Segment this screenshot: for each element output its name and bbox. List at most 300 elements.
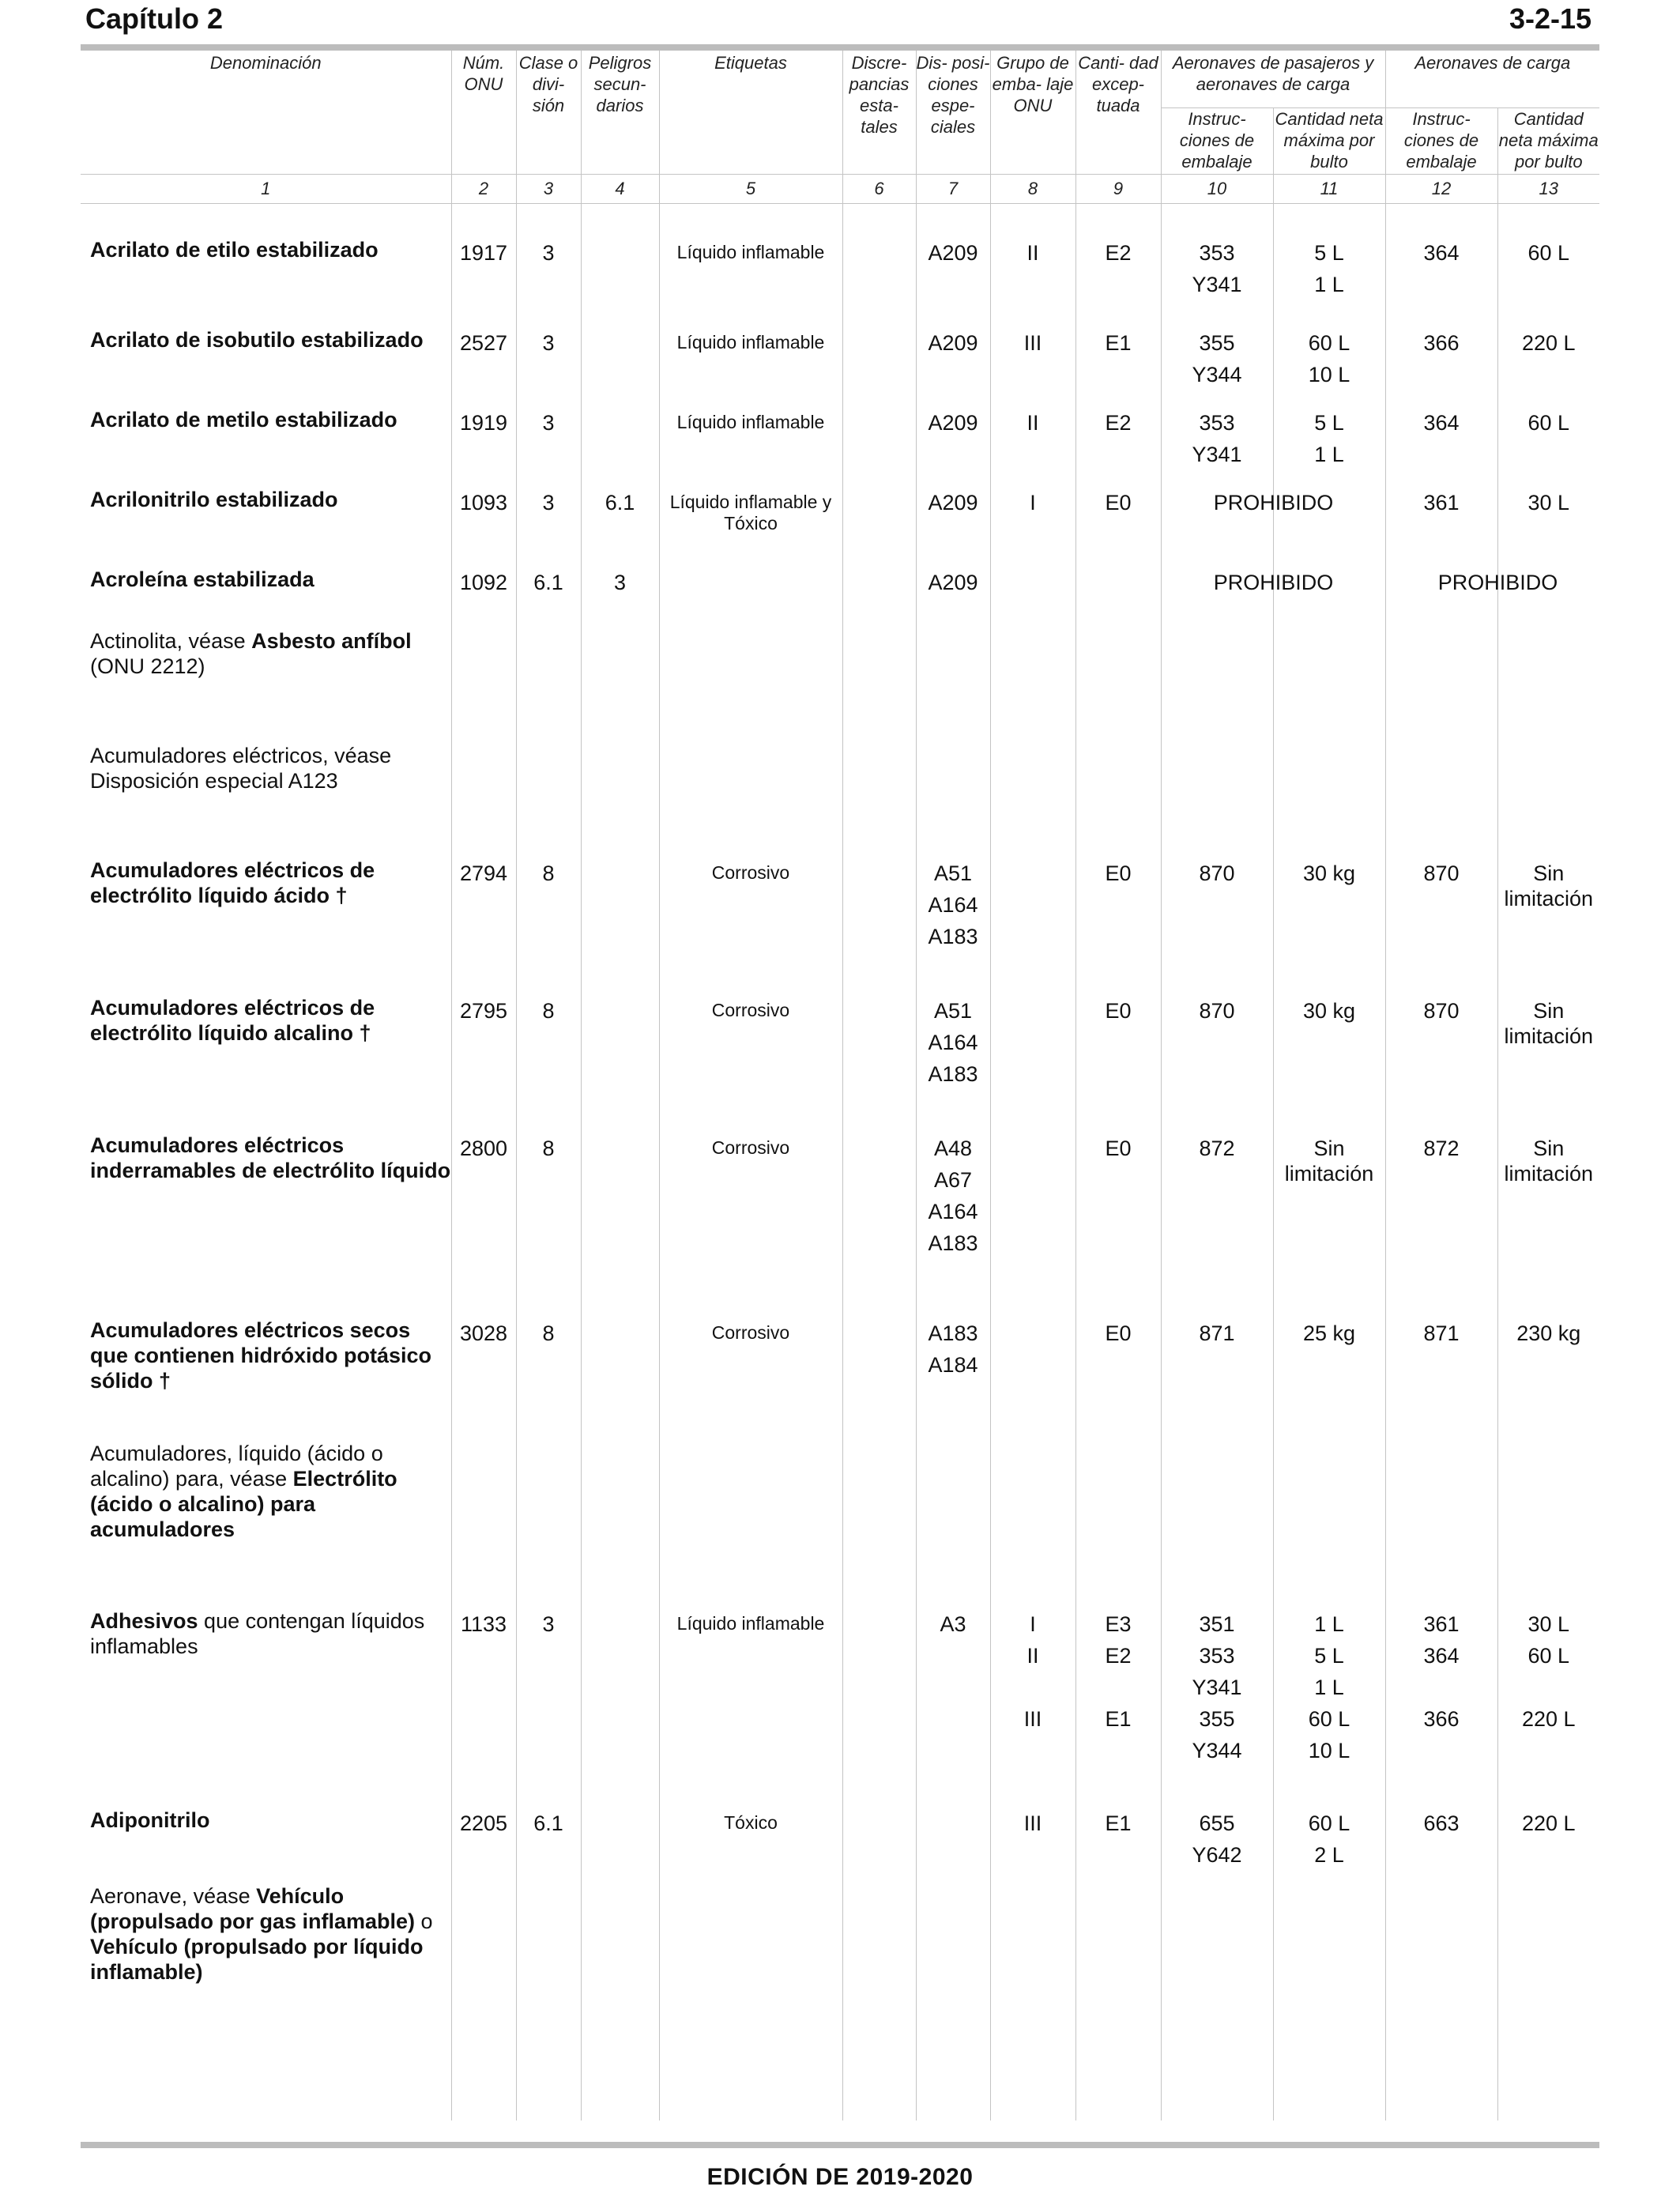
row-special-provisions	[916, 407, 990, 487]
row-pax-max-quantity	[1273, 1441, 1385, 1608]
row-excepted-quantity	[1075, 743, 1161, 858]
row-excepted-quantity	[1075, 1883, 1161, 2120]
cargo-max-quantity: Sin limitación	[1504, 861, 1594, 910]
row-label	[659, 628, 842, 743]
row-name-part: Acroleína estabilizada	[90, 567, 315, 591]
row-name-part: (ONU 2212)	[90, 654, 205, 678]
row-name	[81, 407, 451, 487]
row-name-part: Acrilato de isobutilo estabilizado	[90, 328, 424, 352]
row-cargo-packing-instruction	[1385, 995, 1497, 1133]
special-provision: A67	[933, 1168, 973, 1192]
special-provision: A209	[928, 571, 978, 594]
row-secondary-hazard: 6.1	[581, 487, 659, 567]
cargo-packing-instruction: 872	[1423, 1137, 1460, 1160]
cargo-packing-instruction: 364	[1423, 411, 1460, 435]
row-class: 8	[516, 1133, 581, 1318]
packing-instruction: 655	[1199, 1811, 1235, 1835]
packing-group: II	[1026, 1644, 1039, 1668]
cargo-max-quantity: Sin limitación	[1504, 999, 1594, 1048]
row-un-number: 2527	[451, 327, 516, 407]
table-row	[81, 628, 1599, 743]
cargo-packing-instruction: 871	[1423, 1321, 1460, 1345]
excepted-quantity	[1076, 1672, 1161, 1703]
cargo-packing-instruction	[1386, 1735, 1497, 1766]
row-secondary-hazard	[581, 1808, 659, 1883]
col-number-5: 5	[659, 175, 842, 204]
max-quantity: 5 L	[1314, 241, 1344, 265]
row-name	[81, 628, 451, 743]
special-provision: A183	[928, 1231, 978, 1255]
cargo-max-quantity	[1498, 1735, 1600, 1766]
row-cargo-max-quantity	[1497, 858, 1599, 995]
packing-instruction: 355	[1199, 331, 1235, 355]
row-cargo-max-quantity	[1497, 487, 1599, 567]
row-secondary-hazard	[581, 743, 659, 858]
col-number-13: 13	[1497, 175, 1599, 204]
max-quantity: Sin limitación	[1284, 1137, 1374, 1186]
excepted-quantity: E1	[1105, 1811, 1132, 1835]
row-special-provisions	[916, 1808, 990, 1883]
row-name-part: Acumuladores eléctricos inderramables de electrólito líquido	[90, 1133, 451, 1182]
row-name	[81, 327, 451, 407]
special-provision: A3	[940, 1612, 966, 1636]
cargo-packing-instruction: 361	[1423, 491, 1460, 515]
row-state-variation	[842, 567, 916, 628]
dangerous-goods-table	[81, 51, 1599, 2120]
row-excepted-quantity	[1075, 1608, 1161, 1808]
max-quantity: 60 L	[1308, 1707, 1350, 1731]
group-header-cargo: Aeronaves de carga	[1385, 51, 1599, 108]
table-row	[81, 407, 1599, 487]
packing-group: III	[1023, 1707, 1042, 1731]
special-provision: A183	[928, 925, 978, 948]
group-header-passenger: Aeronaves de pasajeros y aeronaves de carga	[1161, 51, 1385, 108]
row-pax-max-quantity	[1273, 1608, 1385, 1808]
row-name	[81, 1441, 451, 1608]
row-class	[516, 1883, 581, 2120]
max-quantity: 30 kg	[1302, 999, 1356, 1023]
row-class: 3	[516, 237, 581, 327]
row-pax-packing-instruction	[1161, 407, 1273, 487]
col-header-2: Núm. ONU	[451, 51, 516, 175]
row-name-part: Acrilonitrilo estabilizado	[90, 488, 338, 511]
row-name-part: Acrilato de metilo estabilizado	[90, 408, 397, 432]
col-header-8: Grupo de emba- laje ONU	[990, 51, 1075, 175]
excepted-quantity: E2	[1105, 411, 1132, 435]
row-name-part: que contengan líquidos inflamables	[90, 1609, 425, 1658]
row-excepted-quantity	[1075, 1318, 1161, 1441]
row-state-variation	[842, 1883, 916, 2120]
packing-group: III	[1023, 331, 1042, 355]
packing-instruction: Y344	[1192, 1739, 1242, 1762]
packing-instruction: 872	[1199, 1137, 1235, 1160]
table-row	[81, 743, 1599, 858]
cargo-packing-instruction: 364	[1423, 241, 1460, 265]
row-packing-group	[990, 327, 1075, 407]
row-special-provisions	[916, 858, 990, 995]
cargo-max-quantity: 60 L	[1527, 411, 1570, 435]
row-label: Corrosivo	[659, 1133, 842, 1318]
row-secondary-hazard: 3	[581, 567, 659, 628]
row-excepted-quantity	[1075, 628, 1161, 743]
cargo-max-quantity: 30 L	[1527, 1612, 1570, 1636]
row-pax-max-quantity	[1273, 743, 1385, 858]
row-state-variation	[842, 1133, 916, 1318]
row-secondary-hazard	[581, 237, 659, 327]
cargo-max-quantity: 60 L	[1527, 1644, 1570, 1668]
excepted-quantity: E3	[1105, 1612, 1132, 1636]
row-name-part: Acumuladores, líquido (ácido o alcalino) para, véase	[90, 1442, 383, 1491]
row-pax-packing-instruction	[1161, 1318, 1273, 1441]
row-special-provisions	[916, 1883, 990, 2120]
special-provision: A184	[928, 1353, 978, 1377]
row-name	[81, 1318, 451, 1441]
row-pax-packing-instruction	[1161, 743, 1273, 858]
row-special-provisions	[916, 237, 990, 327]
row-name	[81, 1883, 451, 2120]
table-spacer	[81, 204, 1599, 238]
special-provision: A209	[928, 491, 978, 515]
row-cargo-packing-instruction	[1385, 628, 1497, 743]
col-header-1: Denominación	[209, 53, 322, 73]
row-cargo-max-quantity	[1497, 407, 1599, 487]
excepted-quantity: E0	[1105, 861, 1132, 885]
row-packing-group	[990, 1608, 1075, 1808]
max-quantity: 10 L	[1308, 1739, 1350, 1762]
row-un-number: 2800	[451, 1133, 516, 1318]
col-header-4: Peligros secun- darios	[581, 51, 659, 175]
row-special-provisions	[916, 327, 990, 407]
packing-group: I	[1030, 491, 1036, 515]
row-secondary-hazard	[581, 1133, 659, 1318]
row-secondary-hazard	[581, 628, 659, 743]
row-un-number: 2794	[451, 858, 516, 995]
packing-group: I	[1030, 1612, 1036, 1636]
special-provision: A183	[928, 1321, 978, 1345]
row-label: Tóxico	[659, 1808, 842, 1883]
row-state-variation	[842, 743, 916, 858]
row-name-part: Asbesto anfíbol	[251, 629, 412, 653]
col-header-3: Clase o divi- sión	[516, 51, 581, 175]
row-special-provisions	[916, 995, 990, 1133]
excepted-quantity: E1	[1105, 331, 1132, 355]
packing-instruction: 870	[1199, 999, 1235, 1023]
row-secondary-hazard	[581, 1608, 659, 1808]
row-secondary-hazard	[581, 1883, 659, 2120]
row-class: 3	[516, 407, 581, 487]
special-provision: A164	[928, 893, 978, 917]
excepted-quantity: E0	[1105, 999, 1132, 1023]
cargo-max-quantity: 60 L	[1527, 241, 1570, 265]
max-quantity: 1 L	[1314, 443, 1344, 466]
row-pax-packing-instruction	[1161, 628, 1273, 743]
row-packing-group	[990, 743, 1075, 858]
row-cargo-packing-instruction	[1385, 1133, 1497, 1318]
packing-instruction: Y341	[1192, 443, 1242, 466]
packing-instruction: Y341	[1192, 273, 1242, 296]
col-header-11: Cantidad neta máxima por bulto	[1273, 108, 1385, 175]
special-provision: A164	[928, 1031, 978, 1054]
row-label	[659, 1441, 842, 1608]
row-state-variation	[842, 487, 916, 567]
packing-instruction: Y344	[1192, 363, 1242, 386]
max-quantity: 10 L	[1308, 363, 1350, 386]
packing-instruction: Y341	[1192, 1676, 1242, 1699]
col-number-1: 1	[81, 175, 451, 204]
row-un-number	[451, 1441, 516, 1608]
table-row	[81, 327, 1599, 407]
col-number-10: 10	[1161, 175, 1273, 204]
row-cargo-packing-instruction	[1385, 407, 1497, 487]
row-name-part: Acumuladores eléctricos de electrólito líquido ácido †	[90, 858, 375, 907]
row-label: Líquido inflamable	[659, 1608, 842, 1808]
cargo-packing-instruction: 870	[1423, 999, 1460, 1023]
row-pax-packing-instruction	[1161, 327, 1273, 407]
col-number-6: 6	[842, 175, 916, 204]
cargo-max-quantity: 30 L	[1527, 491, 1570, 515]
row-packing-group	[990, 1441, 1075, 1608]
row-cargo-max-quantity	[1497, 1883, 1599, 2120]
packing-group: II	[1026, 241, 1039, 265]
cargo-max-quantity	[1498, 1672, 1600, 1703]
table-row	[81, 1608, 1599, 1808]
row-cargo-max-quantity	[1497, 995, 1599, 1133]
packing-group	[991, 1735, 1075, 1766]
row-state-variation	[842, 995, 916, 1133]
row-class: 3	[516, 487, 581, 567]
row-label	[659, 743, 842, 858]
row-name-part: Aeronave, véase	[90, 1884, 257, 1908]
special-provision: A164	[928, 1200, 978, 1223]
row-un-number: 1092	[451, 567, 516, 628]
row-excepted-quantity	[1075, 858, 1161, 995]
row-state-variation	[842, 1318, 916, 1441]
col-number-2: 2	[451, 175, 516, 204]
packing-group	[991, 1672, 1075, 1703]
table-row	[81, 1883, 1599, 2120]
table-row	[81, 858, 1599, 995]
excepted-quantity: E2	[1105, 241, 1132, 265]
row-name	[81, 1808, 451, 1883]
col-number-7: 7	[916, 175, 990, 204]
row-pax-max-quantity	[1273, 237, 1385, 327]
max-quantity: 1 L	[1314, 273, 1344, 296]
row-pax-packing-instruction	[1161, 1608, 1273, 1808]
row-pax-max-quantity	[1273, 858, 1385, 995]
row-name	[81, 858, 451, 995]
row-pax-packing-instruction	[1161, 487, 1334, 567]
row-cargo-packing-instruction	[1385, 858, 1497, 995]
row-packing-group	[990, 995, 1075, 1133]
max-quantity: 1 L	[1314, 1612, 1344, 1636]
cargo-packing-instruction: 366	[1423, 331, 1460, 355]
row-un-number: 1133	[451, 1608, 516, 1808]
row-secondary-hazard	[581, 1441, 659, 1608]
row-excepted-quantity	[1075, 995, 1161, 1133]
packing-group: II	[1026, 411, 1039, 435]
row-secondary-hazard	[581, 407, 659, 487]
page-number: 3-2-15	[1509, 2, 1591, 35]
col-header-6: Discre- pancias esta- tales	[842, 51, 916, 175]
packing-instruction: 870	[1199, 861, 1235, 885]
row-pax-max-quantity	[1273, 628, 1385, 743]
row-cargo-packing-instruction	[1385, 1808, 1497, 1883]
row-cargo-packing-instruction	[1385, 743, 1497, 858]
row-special-provisions	[916, 567, 990, 628]
row-name	[81, 1133, 451, 1318]
packing-instruction: Y642	[1192, 1843, 1242, 1867]
row-excepted-quantity	[1075, 1441, 1161, 1608]
row-secondary-hazard	[581, 1318, 659, 1441]
row-state-variation	[842, 1441, 916, 1608]
row-name	[81, 995, 451, 1133]
row-pax-max-quantity	[1273, 1883, 1385, 2120]
row-un-number: 1919	[451, 407, 516, 487]
row-excepted-quantity	[1075, 567, 1161, 628]
max-quantity: 30 kg	[1302, 861, 1356, 885]
row-name-part: Adhesivos	[90, 1609, 198, 1633]
row-pax-packing-instruction	[1161, 1133, 1273, 1318]
cargo-max-quantity: Sin limitación	[1504, 1137, 1594, 1186]
max-quantity: 1 L	[1314, 1676, 1344, 1699]
row-class: 8	[516, 1318, 581, 1441]
table-row	[81, 995, 1599, 1133]
row-excepted-quantity	[1075, 407, 1161, 487]
pax-prohibited-text: PROHIBIDO	[1213, 571, 1334, 594]
row-name	[81, 487, 451, 567]
row-un-number	[451, 743, 516, 858]
row-label: Corrosivo	[659, 858, 842, 995]
row-class	[516, 628, 581, 743]
row-pax-max-quantity	[1273, 1133, 1385, 1318]
table-row	[81, 487, 1599, 567]
table-row	[81, 1133, 1599, 1318]
max-quantity: 2 L	[1314, 1843, 1344, 1867]
row-cargo-packing-instruction	[1385, 327, 1497, 407]
row-special-provisions	[916, 743, 990, 858]
packing-group: III	[1023, 1811, 1042, 1835]
row-un-number: 1093	[451, 487, 516, 567]
row-packing-group	[990, 1883, 1075, 2120]
row-name-part: Actinolita, véase	[90, 629, 252, 653]
row-name-part: Acrilato de etilo estabilizado	[90, 238, 379, 262]
row-pax-max-quantity	[1273, 407, 1385, 487]
row-class: 3	[516, 327, 581, 407]
excepted-quantity: E0	[1105, 491, 1132, 515]
row-pax-packing-instruction	[1161, 1883, 1273, 2120]
row-class: 6.1	[516, 567, 581, 628]
row-pax-max-quantity	[1273, 1318, 1385, 1441]
row-packing-group	[990, 858, 1075, 995]
packing-instruction: 353	[1199, 1644, 1235, 1668]
row-name-part: Acumuladores eléctricos de electrólito líquido alcalino †	[90, 996, 375, 1045]
row-state-variation	[842, 1808, 916, 1883]
col-header-10: Instruc- ciones de embalaje	[1161, 108, 1273, 175]
row-label: Líquido inflamable	[659, 237, 842, 327]
table-row	[81, 1318, 1599, 1441]
row-cargo-max-quantity	[1497, 743, 1599, 858]
row-pax-max-quantity	[1273, 995, 1385, 1133]
row-cargo-max-quantity	[1497, 628, 1599, 743]
row-un-number: 2205	[451, 1808, 516, 1883]
max-quantity: 25 kg	[1302, 1321, 1356, 1345]
bottom-rule	[81, 2142, 1599, 2148]
col-header-7: Dis- posi- ciones espe- ciales	[916, 51, 990, 175]
row-pax-packing-instruction	[1161, 858, 1273, 995]
row-secondary-hazard	[581, 858, 659, 995]
col-header-9: Canti- dad excep- tuada	[1075, 51, 1161, 175]
row-cargo-packing-instruction	[1385, 1441, 1497, 1608]
row-un-number: 3028	[451, 1318, 516, 1441]
row-label	[659, 1883, 842, 2120]
row-state-variation	[842, 858, 916, 995]
row-special-provisions	[916, 628, 990, 743]
row-packing-group	[990, 1808, 1075, 1883]
special-provision: A51	[933, 999, 973, 1023]
row-state-variation	[842, 1608, 916, 1808]
row-name	[81, 1608, 451, 1808]
row-cargo-max-quantity	[1497, 1318, 1599, 1441]
col-header-5: Etiquetas	[659, 51, 842, 175]
row-pax-packing-instruction	[1161, 1441, 1273, 1608]
row-un-number	[451, 1883, 516, 2120]
row-name-part: Acumuladores eléctricos secos que contienen hidróxido potásico sólido †	[90, 1318, 432, 1393]
col-number-12: 12	[1385, 175, 1497, 204]
cargo-packing-instruction: 366	[1423, 1707, 1460, 1731]
row-name-part: Vehículo (propulsado por gas inflamable)	[90, 1884, 416, 1933]
packing-instruction: 871	[1199, 1321, 1235, 1345]
col-header-12: Instruc- ciones de embalaje	[1385, 108, 1497, 175]
row-name	[81, 743, 451, 858]
row-state-variation	[842, 237, 916, 327]
cargo-max-quantity: 220 L	[1521, 1707, 1576, 1731]
table-row	[81, 1441, 1599, 1608]
row-cargo-packing-instruction	[1385, 1608, 1497, 1808]
special-provision: A209	[928, 331, 978, 355]
row-packing-group	[990, 237, 1075, 327]
row-name	[81, 237, 451, 327]
excepted-quantity: E1	[1105, 1707, 1132, 1731]
table-row	[81, 567, 1599, 628]
row-secondary-hazard	[581, 995, 659, 1133]
packing-instruction: 355	[1199, 1707, 1235, 1731]
row-label	[659, 567, 842, 628]
col-number-3: 3	[516, 175, 581, 204]
row-class: 6.1	[516, 1808, 581, 1883]
table-row	[81, 1808, 1599, 1883]
row-packing-group	[990, 567, 1075, 628]
excepted-quantity: E2	[1105, 1644, 1132, 1668]
row-label: Corrosivo	[659, 995, 842, 1133]
cargo-max-quantity: 230 kg	[1516, 1321, 1581, 1345]
row-un-number: 2795	[451, 995, 516, 1133]
row-state-variation	[842, 327, 916, 407]
row-special-provisions	[916, 1318, 990, 1441]
row-label: Líquido inflamable	[659, 407, 842, 487]
col-number-11: 11	[1273, 175, 1385, 204]
table-row	[81, 237, 1599, 327]
row-cargo-packing-instruction	[1385, 487, 1497, 567]
row-excepted-quantity	[1075, 237, 1161, 327]
row-class: 8	[516, 858, 581, 995]
row-state-variation	[842, 628, 916, 743]
col-number-9: 9	[1075, 175, 1161, 204]
row-name-part: Adiponitrilo	[90, 1808, 210, 1832]
max-quantity: 5 L	[1314, 411, 1344, 435]
row-un-number: 1917	[451, 237, 516, 327]
row-name	[81, 567, 451, 628]
row-class: 3	[516, 1608, 581, 1808]
